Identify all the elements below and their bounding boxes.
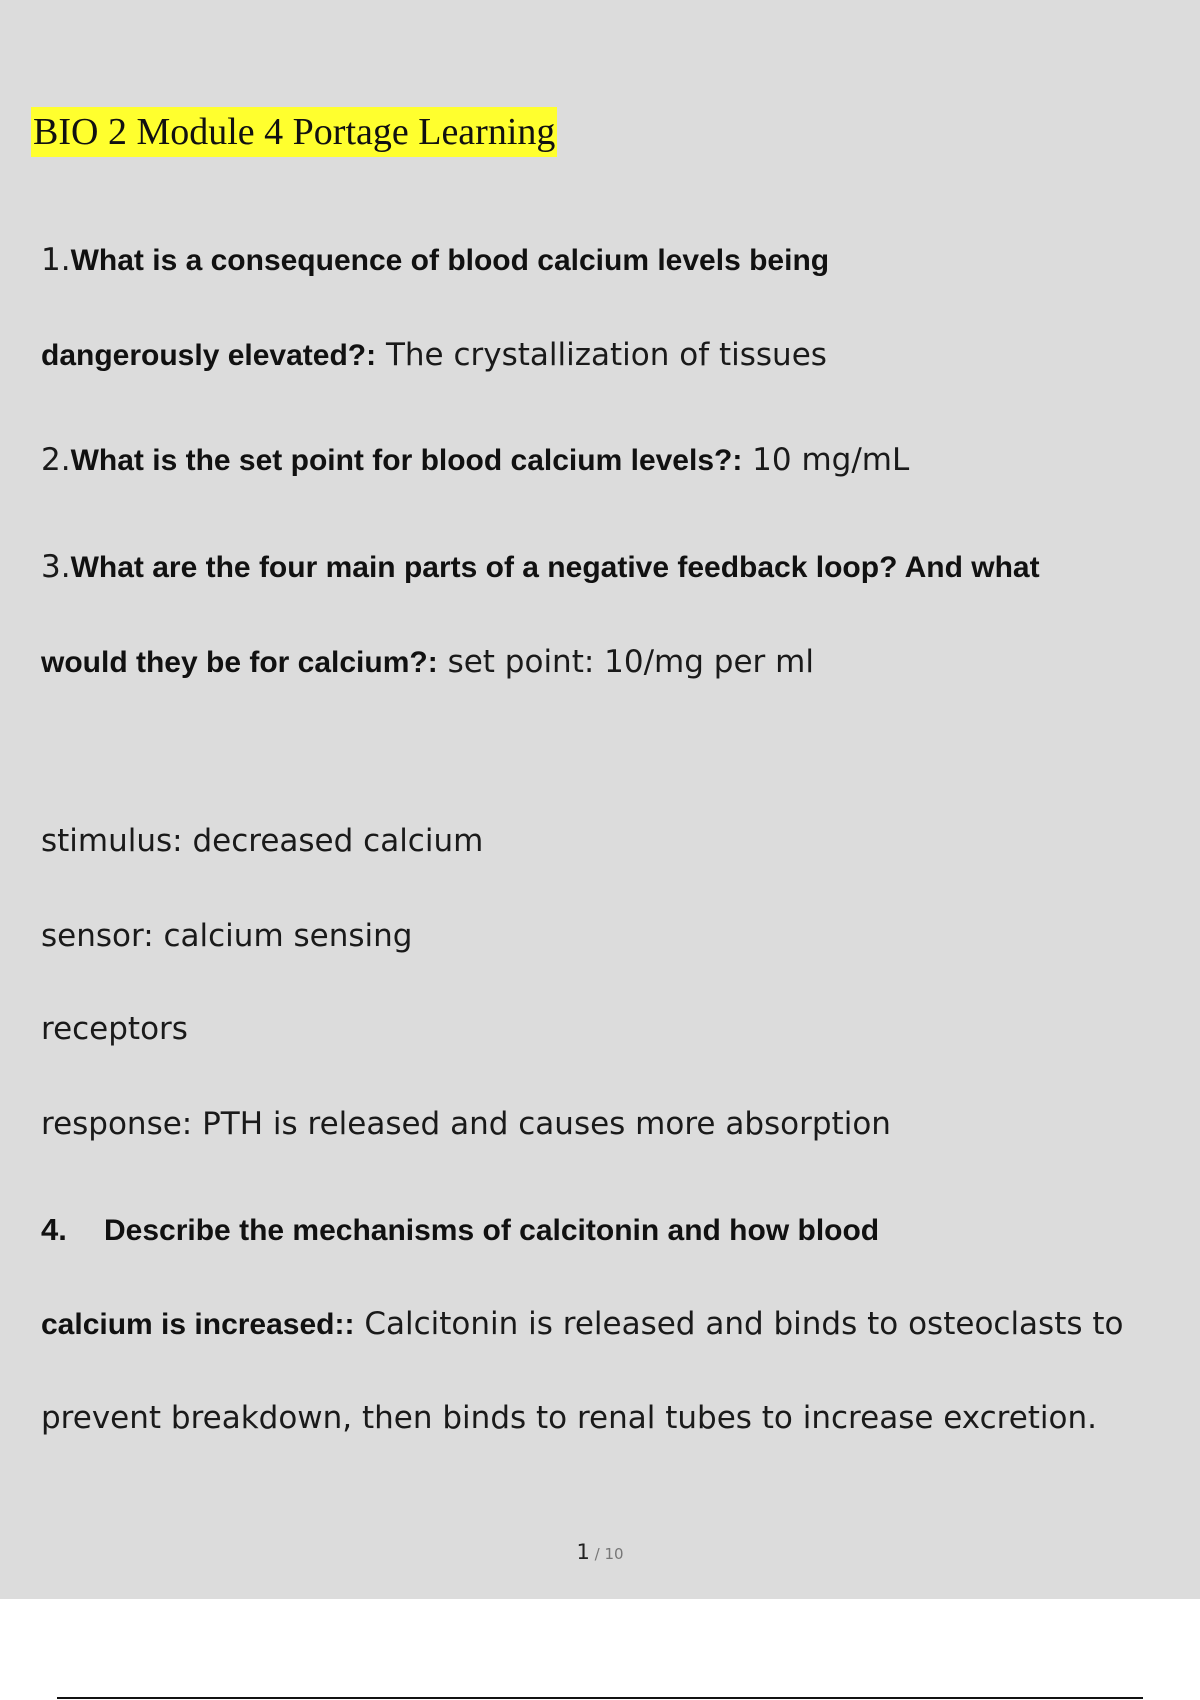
q3-line-2: [41, 642, 814, 683]
total-pages: 10: [604, 1545, 624, 1563]
document-title: BIO 2 Module 4 Portage Learning: [31, 107, 557, 157]
q3-question-part1: What are the four main parts of a negative feedback loop? And what: [70, 551, 1040, 584]
q4-question-part2: calcium is increased::: [41, 1308, 355, 1341]
q3-answer-setpoint: set point: 10/mg per ml: [437, 644, 814, 680]
q3-number: 3.: [41, 549, 71, 585]
q2-number: 2.: [41, 442, 71, 478]
q1-question-part2: dangerously elevated?:: [41, 339, 377, 372]
next-page-top-rule: [57, 1697, 1143, 1699]
q1-question-part1: What is a consequence of blood calcium levels being: [70, 244, 830, 277]
q1-line-1: [41, 240, 829, 281]
q4-answer-part2: prevent breakdown, then binds to renal tubes to increase excretion.: [41, 1400, 1098, 1436]
q3-answer-sensor: sensor: calcium sensing: [41, 918, 413, 954]
q4-answer-part1: Calcitonin is released and binds to osteoclasts to: [354, 1306, 1124, 1342]
q3-answer-receptors: receptors: [41, 1011, 188, 1047]
q1-line-2: [41, 335, 827, 376]
q2-answer: 10 mg/mL: [742, 442, 910, 478]
q3-line-1: [41, 547, 1040, 588]
q1-number: 1.: [41, 242, 71, 278]
q3-question-part2: would they be for calcium?:: [41, 646, 438, 679]
q4-question-part1: Describe the mechanisms of calcitonin and how blood: [104, 1214, 880, 1247]
q4-number: 4.: [41, 1212, 67, 1247]
page-indicator: [0, 1540, 1200, 1564]
q2-question: What is the set point for blood calcium levels?:: [70, 444, 743, 477]
q1-answer: The crystallization of tissues: [376, 337, 827, 373]
q4-line-2: [41, 1304, 1124, 1345]
q2-line: [41, 440, 909, 481]
current-page-number: 1: [576, 1540, 590, 1564]
page-separator: /: [589, 1545, 605, 1563]
q4-line-1: [41, 1210, 879, 1251]
q3-answer-response: response: PTH is released and causes more absorption: [41, 1106, 891, 1142]
q3-answer-stimulus: stimulus: decreased calcium: [41, 823, 484, 859]
